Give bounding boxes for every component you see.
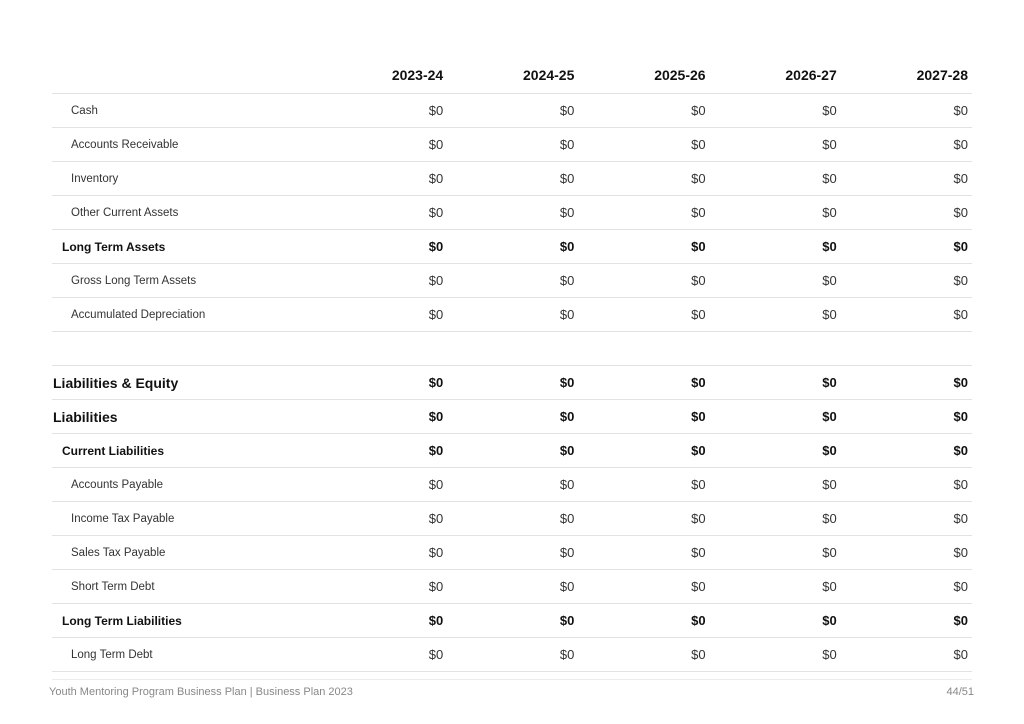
row-value: $0 — [710, 536, 841, 570]
year-header: 2024-25 — [447, 56, 578, 94]
row-value: $0 — [710, 400, 841, 434]
row-value: $0 — [710, 570, 841, 604]
header-label-cell — [52, 56, 316, 94]
row-value: $0 — [316, 230, 447, 264]
row-value: $0 — [841, 162, 972, 196]
row-value: $0 — [578, 502, 709, 536]
row-value: $0 — [578, 468, 709, 502]
row-value — [578, 332, 709, 366]
row-value: $0 — [578, 536, 709, 570]
row-value: $0 — [578, 434, 709, 468]
row-value: $0 — [841, 128, 972, 162]
table-header-row — [52, 56, 972, 94]
row-value: $0 — [710, 128, 841, 162]
row-value: $0 — [578, 94, 709, 128]
row-label: Income Tax Payable — [52, 502, 316, 536]
row-value: $0 — [578, 570, 709, 604]
row-label: Cash — [52, 94, 316, 128]
row-label: Long Term Liabilities — [52, 604, 316, 638]
row-label: Inventory — [52, 162, 316, 196]
row-value: $0 — [316, 638, 447, 672]
row-value: $0 — [447, 196, 578, 230]
table-row — [52, 128, 972, 162]
table-row — [52, 502, 972, 536]
row-value: $0 — [447, 298, 578, 332]
row-value: $0 — [447, 128, 578, 162]
table-row — [52, 230, 972, 264]
row-value: $0 — [841, 604, 972, 638]
row-value: $0 — [447, 468, 578, 502]
row-value: $0 — [841, 468, 972, 502]
table-row — [52, 434, 972, 468]
row-value: $0 — [447, 434, 578, 468]
footer-document-title: Youth Mentoring Program Business Plan | Business Plan 2023 — [49, 686, 353, 698]
row-label: Sales Tax Payable — [52, 536, 316, 570]
row-value: $0 — [841, 264, 972, 298]
row-value: $0 — [710, 468, 841, 502]
row-value: $0 — [316, 400, 447, 434]
row-label: Liabilities & Equity — [52, 366, 316, 400]
row-value: $0 — [447, 536, 578, 570]
row-value: $0 — [447, 570, 578, 604]
row-value: $0 — [578, 196, 709, 230]
row-value: $0 — [710, 434, 841, 468]
row-value: $0 — [578, 162, 709, 196]
table-row — [52, 162, 972, 196]
row-value: $0 — [447, 230, 578, 264]
row-value — [447, 332, 578, 366]
row-value — [841, 332, 972, 366]
table-row — [52, 468, 972, 502]
row-label: Other Current Assets — [52, 196, 316, 230]
year-header: 2026-27 — [710, 56, 841, 94]
row-value: $0 — [841, 536, 972, 570]
balance-sheet-table — [52, 56, 972, 672]
row-value: $0 — [578, 298, 709, 332]
table-row — [52, 94, 972, 128]
year-header: 2025-26 — [578, 56, 709, 94]
row-value: $0 — [841, 94, 972, 128]
row-value: $0 — [316, 128, 447, 162]
footer-divider — [52, 679, 972, 680]
row-label: Long Term Assets — [52, 230, 316, 264]
row-value: $0 — [841, 400, 972, 434]
row-value: $0 — [447, 264, 578, 298]
row-value: $0 — [841, 366, 972, 400]
row-value: $0 — [447, 366, 578, 400]
row-label: Accounts Payable — [52, 468, 316, 502]
row-value: $0 — [316, 570, 447, 604]
year-header: 2027-28 — [841, 56, 972, 94]
row-label: Liabilities — [52, 400, 316, 434]
table-body — [52, 94, 972, 672]
row-label: Accumulated Depreciation — [52, 298, 316, 332]
row-value: $0 — [578, 400, 709, 434]
table-row — [52, 638, 972, 672]
row-value: $0 — [578, 366, 709, 400]
row-value: $0 — [316, 502, 447, 536]
balance-sheet-table-wrap — [52, 56, 972, 672]
row-value: $0 — [710, 264, 841, 298]
row-value: $0 — [710, 230, 841, 264]
row-value: $0 — [578, 128, 709, 162]
table-row — [52, 298, 972, 332]
row-value: $0 — [316, 298, 447, 332]
row-value: $0 — [316, 604, 447, 638]
row-value: $0 — [841, 298, 972, 332]
row-value: $0 — [447, 502, 578, 536]
row-value: $0 — [316, 536, 447, 570]
row-value: $0 — [316, 196, 447, 230]
row-value: $0 — [841, 230, 972, 264]
row-value: $0 — [710, 638, 841, 672]
row-value: $0 — [578, 604, 709, 638]
row-value: $0 — [316, 434, 447, 468]
row-label: Accounts Receivable — [52, 128, 316, 162]
table-row — [52, 366, 972, 400]
row-value — [710, 332, 841, 366]
row-label: Gross Long Term Assets — [52, 264, 316, 298]
row-value: $0 — [447, 400, 578, 434]
row-value: $0 — [710, 604, 841, 638]
row-value: $0 — [841, 502, 972, 536]
row-value: $0 — [841, 638, 972, 672]
row-value: $0 — [710, 366, 841, 400]
row-value: $0 — [710, 94, 841, 128]
table-row — [52, 400, 972, 434]
row-label: Short Term Debt — [52, 570, 316, 604]
row-label — [52, 332, 316, 366]
row-value: $0 — [710, 298, 841, 332]
row-value: $0 — [447, 94, 578, 128]
row-value: $0 — [447, 162, 578, 196]
row-value — [316, 332, 447, 366]
row-value: $0 — [841, 434, 972, 468]
row-value: $0 — [447, 604, 578, 638]
row-value: $0 — [578, 264, 709, 298]
year-header: 2023-24 — [316, 56, 447, 94]
row-value: $0 — [841, 570, 972, 604]
row-value: $0 — [316, 162, 447, 196]
row-value: $0 — [316, 264, 447, 298]
table-row — [52, 536, 972, 570]
table-row — [52, 196, 972, 230]
row-label: Current Liabilities — [52, 434, 316, 468]
row-value: $0 — [710, 162, 841, 196]
row-value: $0 — [710, 196, 841, 230]
table-row — [52, 264, 972, 298]
row-value: $0 — [316, 468, 447, 502]
row-value: $0 — [841, 196, 972, 230]
row-value: $0 — [316, 94, 447, 128]
row-value: $0 — [578, 638, 709, 672]
row-value: $0 — [447, 638, 578, 672]
footer-page-number: 44/51 — [946, 686, 974, 698]
table-row — [52, 332, 972, 366]
row-value: $0 — [316, 366, 447, 400]
row-value: $0 — [710, 502, 841, 536]
table-row — [52, 570, 972, 604]
table-row — [52, 604, 972, 638]
row-label: Long Term Debt — [52, 638, 316, 672]
row-value: $0 — [578, 230, 709, 264]
